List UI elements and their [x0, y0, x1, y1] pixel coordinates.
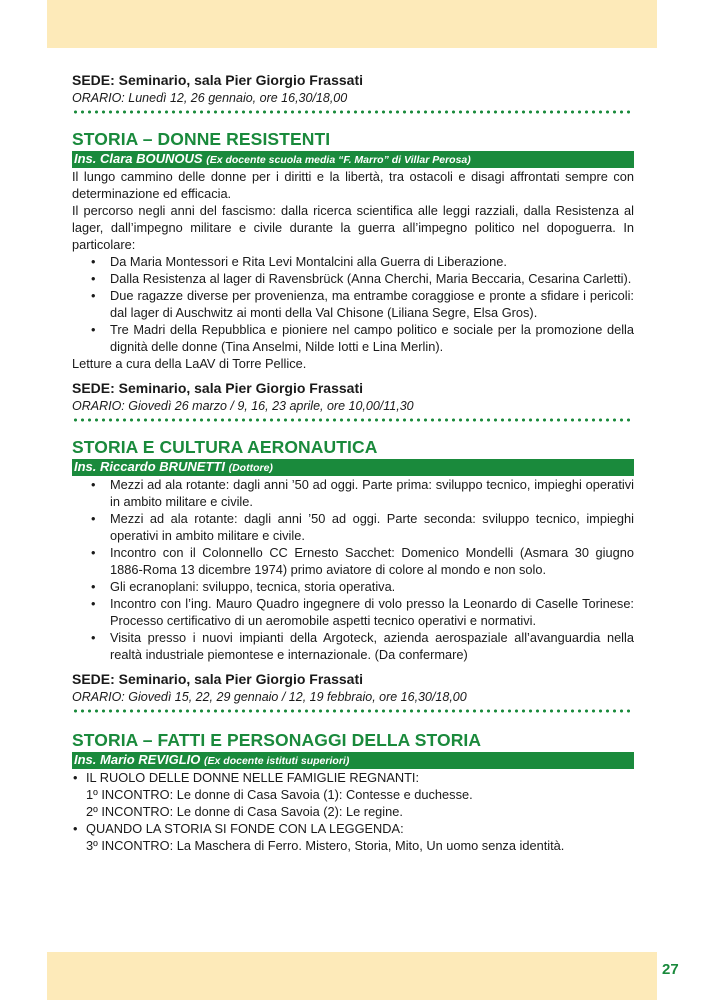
list-item: • Gli ecranoplani: sviluppo, tecnica, storia operativa. — [110, 578, 634, 595]
orario-line: ORARIO: Lunedì 12, 26 gennaio, ore 16,30/18,00 — [72, 91, 348, 105]
section-title: STORIA E CULTURA AERONAUTICA — [72, 437, 378, 457]
page-content — [72, 71, 634, 854]
list-item: • Due ragazze diverse per provenienza, ma entrambe coraggiose e pronte a sfidare i pericoli: dal lager di Auschwitz ai monti della Val Chisone (Liliana Segre, Elsa Gros). — [110, 287, 634, 321]
list-item: • Incontro con l’ing. Mauro Quadro ingegnere di volo presso la Leonardo di Caselle Torinese: Processo certificativo di un aeromobile aspetti tecnico operativi e normativi. — [110, 595, 634, 629]
list-item: • Visita presso i nuovi impianti della Argoteck, azienda aerospaziale all’avanguardia nella realtà industriale piemontese e internazionale. (Da confermare) — [110, 629, 634, 663]
bullet-list — [72, 476, 634, 663]
teacher-bar — [72, 151, 634, 168]
section-storia-aeronautica — [72, 436, 634, 713]
teacher-note: (Ex docente scuola media “F. Marro” di Villar Perosa) — [206, 154, 471, 166]
list-item: • Mezzi ad ala rotante: dagli anni ’50 ad oggi. Parte prima: sviluppo tecnico, impieghi operativi in ambito militare e civile. — [110, 476, 634, 510]
list-item: • Incontro con il Colonnello CC Ernesto Sacchet: Domenico Mondelli (Asmara 30 giugno 1886-Roma 13 dicembre 1974) primo aviatore di colore al mondo e non solo. — [110, 544, 634, 578]
sede-line: SEDE: Seminario, sala Pier Giorgio Frassati — [72, 72, 363, 88]
meeting-line: 1º INCONTRO: Le donne di Casa Savoia (1): Contesse e duchesse. — [86, 787, 473, 802]
list-item: • Dalla Resistenza al lager di Ravensbrück (Anna Cherchi, Maria Beccaria, Cesarina Carletti). — [110, 270, 634, 287]
closing-note: Letture a cura della LaAV di Torre Pellice. — [72, 356, 307, 371]
sede-line: SEDE: Seminario, sala Pier Giorgio Frassati — [72, 380, 363, 396]
topic-list — [72, 769, 634, 854]
section-storia-fatti — [72, 729, 634, 854]
list-item: • Mezzi ad ala rotante: dagli anni ’50 ad oggi. Parte seconda: sviluppo tecnico, impieghi operativi in ambito militare e civile. — [110, 510, 634, 544]
list-item — [86, 820, 634, 854]
teacher-bar — [72, 752, 634, 769]
intro-block — [72, 71, 634, 114]
topic-heading: • QUANDO LA STORIA SI FONDE CON LA LEGGENDA: — [86, 821, 404, 836]
paragraph: Il percorso negli anni del fascismo: dalla ricerca scientifica alle leggi razziali, dalla Resistenza al lager, dall’impegno militare e civile durante la guerra all’impegno politico nel dopoguerra. In particolare: — [72, 203, 634, 252]
top-band — [47, 0, 657, 48]
teacher-note: (Dottore) — [228, 462, 273, 474]
orario-line: ORARIO: Giovedì 15, 22, 29 gennaio / 12, 19 febbraio, ore 16,30/18,00 — [72, 690, 467, 704]
list-item — [86, 769, 634, 820]
section-title: STORIA – FATTI E PERSONAGGI DELLA STORIA — [72, 730, 482, 750]
teacher-bar — [72, 459, 634, 476]
meeting-line: 3º INCONTRO: La Maschera di Ferro. Mistero, Storia, Mito, Un uomo senza identità. — [86, 838, 565, 853]
teacher-name: Ins. Mario REVIGLIO — [74, 752, 201, 767]
section-title: STORIA – DONNE RESISTENTI — [72, 129, 331, 149]
meeting-line: 2º INCONTRO: Le donne di Casa Savoia (2): Le regine. — [86, 804, 403, 819]
orario-line: ORARIO: Giovedì 26 marzo / 9, 16, 23 aprile, ore 10,00/11,30 — [72, 399, 414, 413]
sede-line: SEDE: Seminario, sala Pier Giorgio Frassati — [72, 671, 363, 687]
bottom-band — [47, 952, 657, 1000]
list-item: • Tre Madri della Repubblica e pioniere nel campo politico e sociale per la promozione della dignità delle donne (Tina Anselmi, Nilde Iotti e Lina Merlin). — [110, 321, 634, 355]
paragraph: Il lungo cammino delle donne per i diritti e la libertà, tra ostacoli e disagi affrontati sempre con determinazione ed efficacia. — [72, 169, 634, 201]
topic-heading: • IL RUOLO DELLE DONNE NELLE FAMIGLIE REGNANTI: — [86, 770, 420, 785]
page-number: 27 — [662, 961, 679, 978]
teacher-name: Ins. Riccardo BRUNETTI — [74, 459, 225, 474]
list-item: • Da Maria Montessori e Rita Levi Montalcini alla Guerra di Liberazione. — [110, 253, 634, 270]
section-storia-donne — [72, 128, 634, 422]
teacher-name: Ins. Clara BOUNOUS — [74, 151, 203, 166]
bullet-list — [72, 253, 634, 355]
teacher-note: (Ex docente istituti superiori) — [204, 755, 350, 767]
